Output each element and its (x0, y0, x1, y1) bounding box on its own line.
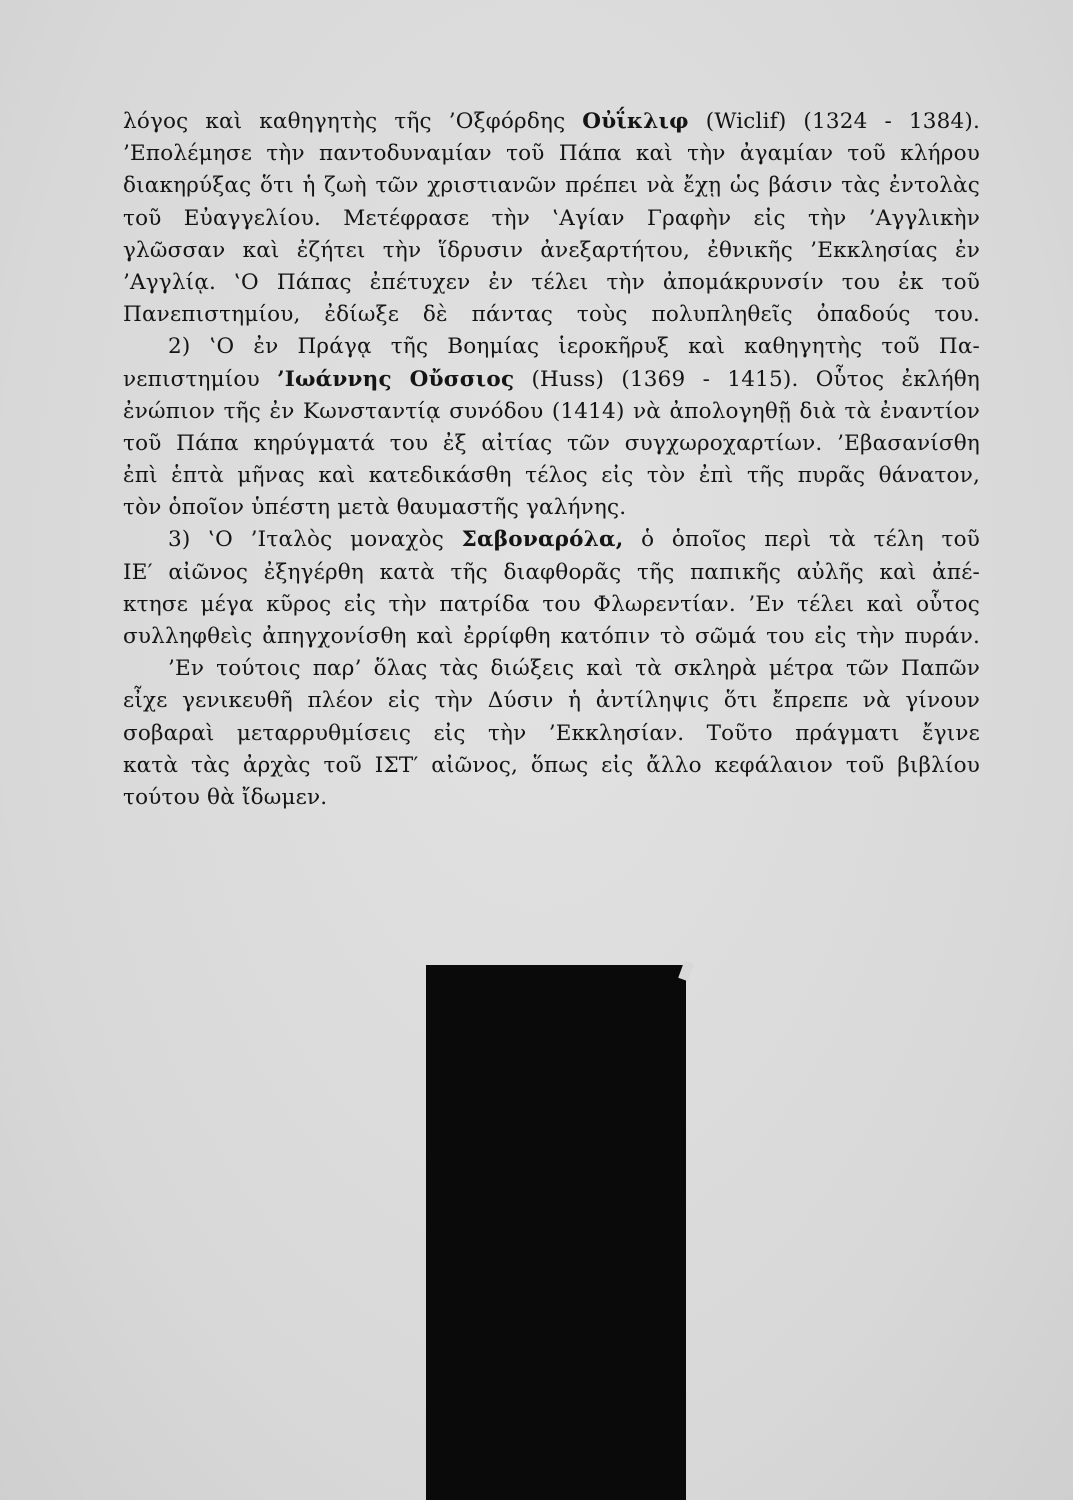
name-savonarola: Σαβοναρόλα, (461, 527, 624, 553)
name-huss: ’Ιωάννης Οὔσσιος (277, 366, 515, 392)
paragraph-savonarola (123, 524, 980, 653)
text-line: συλληφθεὶς ἀπηγχονίσθη καὶ ἐρρίφθη κατόπιν τὸ σῶμά του εἰς τὴν πυράν. (123, 624, 980, 649)
body-text (123, 106, 980, 814)
text-line: εἶχε γενικευθῆ πλέον εἰς τὴν Δύσιν ἡ ἀντίληψις ὅτι ἔπρεπε νὰ γίνουν (123, 688, 980, 714)
text-line: ἐπὶ ἑπτὰ μῆνας καὶ κατεδικάσθη τέλος εἰς τὸν ἐπὶ τῆς πυρᾶς θάνατον, (123, 463, 980, 489)
text-line: σοβαραὶ μεταρρυθμίσεις εἰς τὴν ’Εκκλησίαν. Τοῦτο πράγματι ἔγινε (123, 720, 980, 746)
black-redaction-block (426, 965, 686, 1500)
text-line: κατὰ τὰς ἀρχὰς τοῦ ΙΣΤ′ αἰῶνος, ὅπως εἰς ἄλλο κεφάλαιον τοῦ βιβλίου (123, 752, 980, 778)
text-line: ΙΕ′ αἰῶνος ἐξηγέρθη κατὰ τῆς διαφθορᾶς τῆς παπικῆς αὐλῆς καὶ ἀπέ- (123, 559, 980, 585)
text-line: ’Επολέμησε τὴν παντοδυναμίαν τοῦ Πάπα καὶ τὴν ἀγαμίαν τοῦ κλήρου (123, 141, 980, 167)
text-line: 3) ‛Ο ’Ιταλὸς μοναχὸς Σαβοναρόλα, ὁ ὁποῖος περὶ τὰ τέλη τοῦ (168, 527, 980, 553)
text-line: γλῶσσαν καὶ ἐζήτει τὴν ἵδρυσιν ἀνεξαρτήτου, ἐθνικῆς ’Εκκλησίας ἐν (123, 237, 980, 263)
paragraph-huss (123, 331, 980, 524)
text-line: τὸν ὁποῖον ὑπέστη μετὰ θαυμαστῆς γαλήνης. (123, 495, 627, 521)
text-line: ἐνώπιον τῆς ἐν Κωνσταντίᾳ συνόδου (1414) νὰ ἀπολογηθῇ διὰ τὰ ἐναντίον (123, 398, 980, 424)
text-line: 2) ‛Ο ἐν Πράγᾳ τῆς Βοημίας ἱεροκῆρυξ καὶ καθηγητὴς τοῦ Πα- (168, 334, 980, 360)
name-wiclif: Οὐΐκλιφ (582, 109, 689, 134)
text-line: τοῦ Πάπα κηρύγματά του ἐξ αἰτίας τῶν συγχωροχαρτίων. ’Εβασανίσθη (123, 430, 980, 456)
text-line: κτησε μέγα κῦρος εἰς τὴν πατρίδα του Φλωρεντίαν. ’Εν τέλει καὶ οὗτος (123, 591, 980, 617)
text-line: λόγος καὶ καθηγητὴς τῆς ’Οξφόρδης Οὐΐκλιφ (Wiclif) (1324 - 1384). (123, 109, 980, 134)
paragraph-wiclif (123, 106, 980, 331)
text-line: τοῦ Εὐαγγελίου. Μετέφρασε τὴν ‛Αγίαν Γραφὴν εἰς τὴν ’Αγγλικὴν (123, 205, 980, 231)
text-line: διακηρύξας ὅτι ἡ ζωὴ τῶν χριστιανῶν πρέπει νὰ ἔχῃ ὡς βάσιν τὰς ἐντολὰς (123, 173, 980, 199)
paragraph-conclusion (123, 653, 980, 814)
text-line: τούτου θὰ ἴδωμεν. (123, 784, 328, 810)
text-line: ’Εν τούτοις παρ’ ὅλας τὰς διώξεις καὶ τὰ σκληρὰ μέτρα τῶν Παπῶν (168, 656, 980, 682)
text-line: Πανεπιστημίου, ἐδίωξε δὲ πάντας τοὺς πολυπληθεῖς ὀπαδούς του. (123, 302, 980, 328)
text-line: νεπιστημίου ’Ιωάννης Οὔσσιος (Huss) (1369 - 1415). Οὗτος ἐκλήθη (123, 366, 980, 392)
text-line: ’Αγγλίᾳ. ‛Ο Πάπας ἐπέτυχεν ἐν τέλει τὴν ἀπομάκρυνσίν του ἐκ τοῦ (123, 269, 980, 295)
